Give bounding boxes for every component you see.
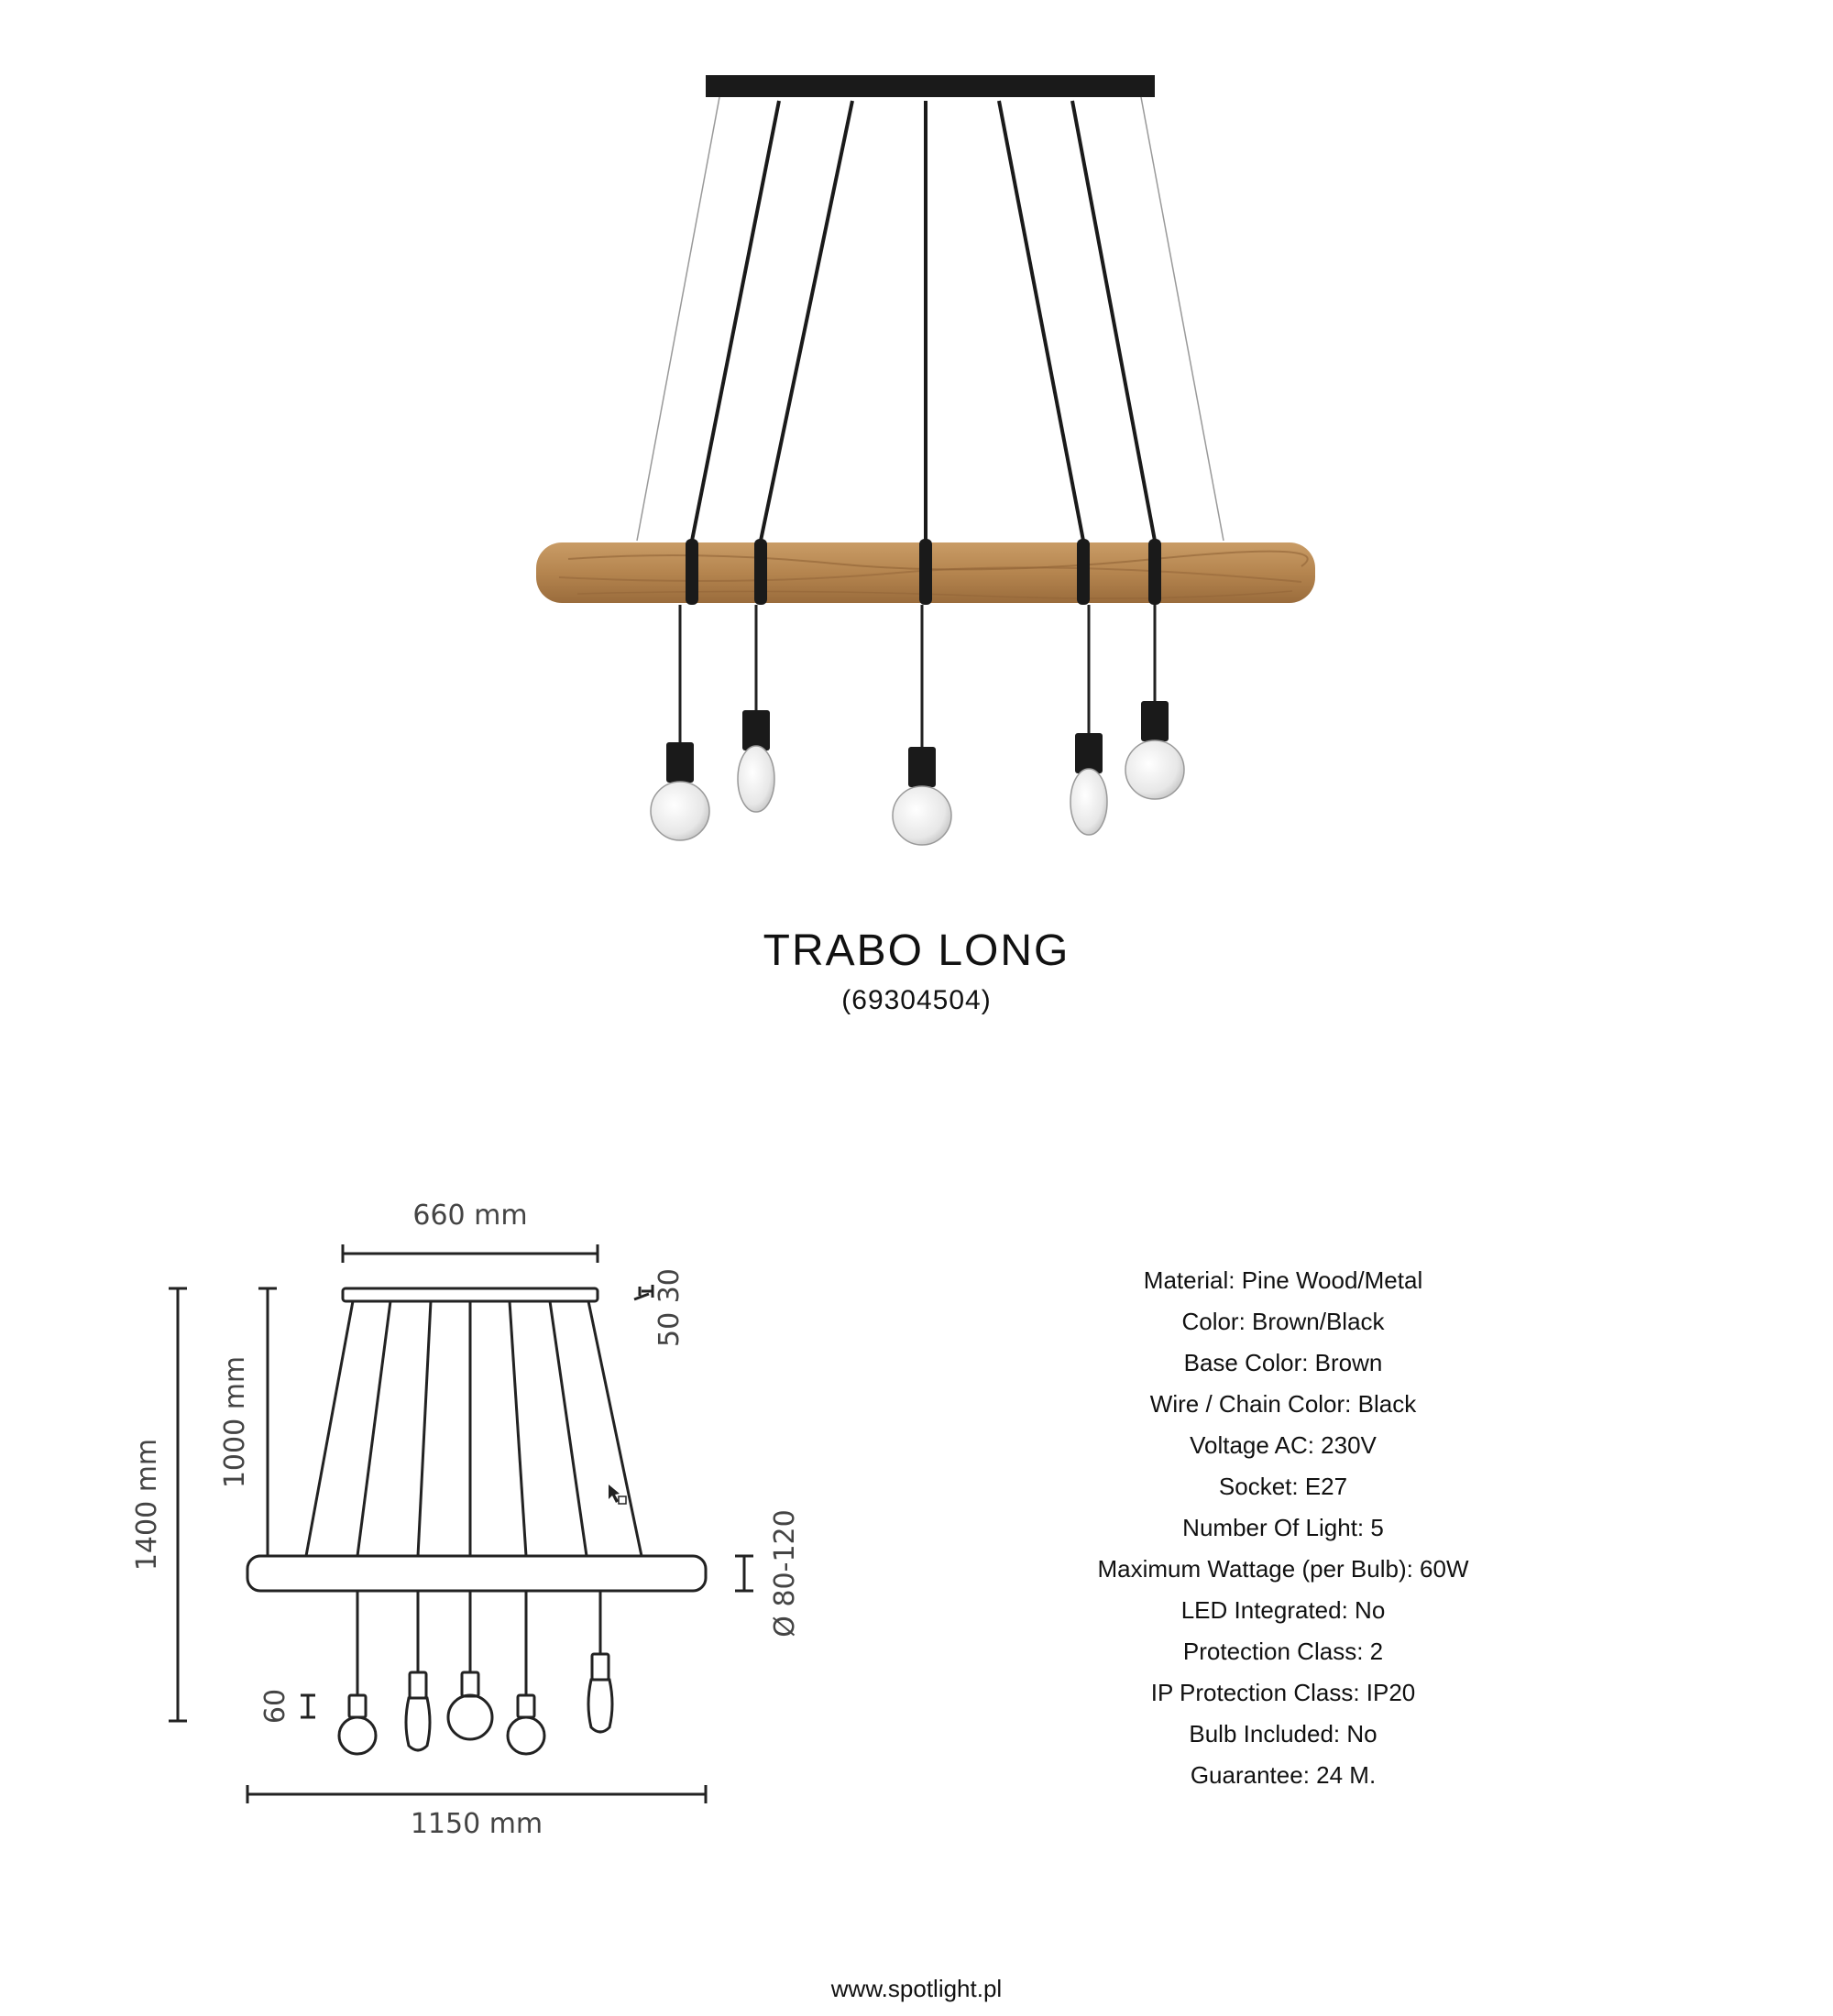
technical-drawing — [110, 1182, 843, 1860]
dim-canopy-size: 50 30 — [653, 1268, 686, 1347]
dim-top-width: 660 mm — [412, 1200, 528, 1232]
spec-guarantee: Guarantee: 24 M. — [1190, 1761, 1377, 1789]
spec-voltage: Voltage AC: 230V — [1190, 1431, 1377, 1459]
bulb-3 — [893, 747, 951, 845]
dim-canopy-to-beam: 1000 mm — [219, 1355, 251, 1489]
bulb-2 — [738, 710, 774, 812]
spec-number-of-light: Number Of Light: 5 — [1182, 1514, 1384, 1541]
dim-total-height: 1400 mm — [131, 1438, 163, 1572]
spec-ip-class: IP Protection Class: IP20 — [1150, 1679, 1416, 1706]
dim-bulb-holder: 60 — [259, 1688, 291, 1725]
spec-protection-class: Protection Class: 2 — [1182, 1638, 1384, 1665]
bulb-4 — [1070, 733, 1107, 835]
spec-color: Color: Brown/Black — [1181, 1308, 1385, 1335]
bulb-5 — [1125, 701, 1184, 799]
spec-base-color: Base Color: Brown — [1183, 1349, 1383, 1376]
spec-material: Material: Pine Wood/Metal — [1143, 1266, 1423, 1294]
spec-socket: Socket: E27 — [1218, 1473, 1348, 1500]
spec-list — [1026, 1260, 1540, 1796]
cursor-arrow-icon — [609, 1485, 626, 1504]
product-title: TRABO LONG — [763, 926, 1070, 975]
bulb-1 — [651, 742, 709, 840]
website-link[interactable]: www.spotlight.pl — [830, 1975, 1003, 2002]
dim-total-width: 1150 mm — [410, 1808, 543, 1840]
spec-max-wattage: Maximum Wattage (per Bulb): 60W — [1097, 1555, 1469, 1583]
dim-beam-diameter: Ø 80-120 — [769, 1509, 801, 1638]
canopy-bar — [706, 75, 1155, 97]
spec-wire-color: Wire / Chain Color: Black — [1149, 1390, 1417, 1418]
product-photo — [513, 64, 1338, 871]
spec-led-integrated: LED Integrated: No — [1180, 1596, 1386, 1624]
product-code: (69304504) — [841, 985, 992, 1015]
spec-bulb-included: Bulb Included: No — [1189, 1720, 1377, 1748]
